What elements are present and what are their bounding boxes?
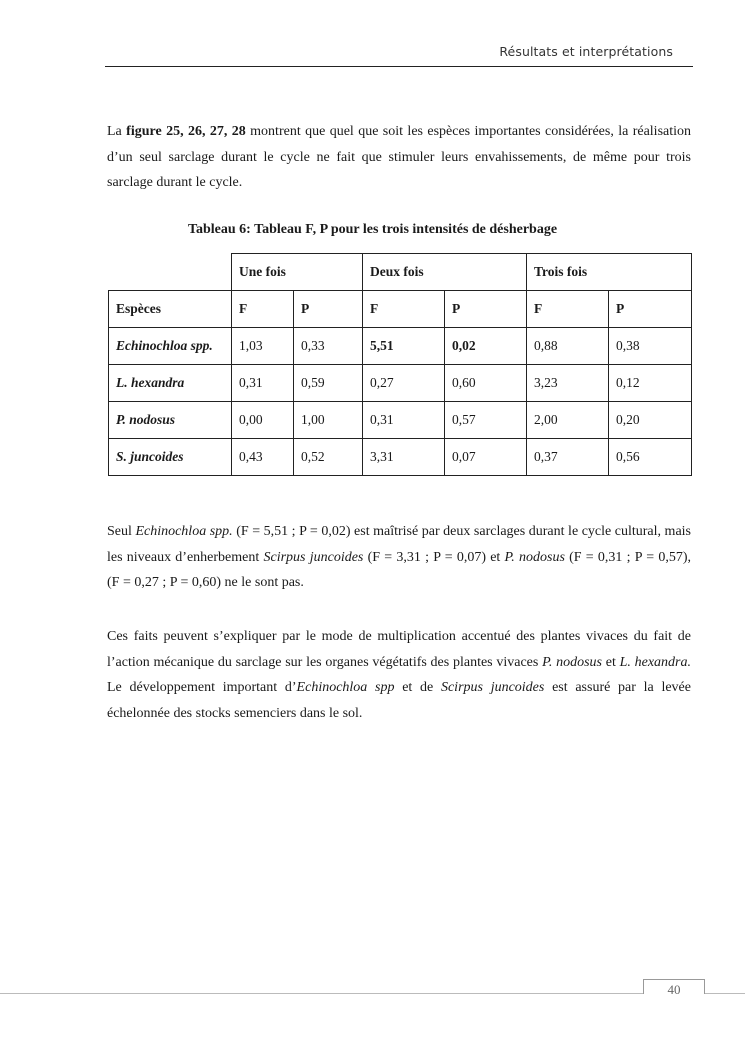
value-cell: 5,51 xyxy=(363,328,445,365)
value-cell: 0,27 xyxy=(363,365,445,402)
value-cell: 0,31 xyxy=(363,402,445,439)
sub-header-p: P xyxy=(445,291,527,328)
intro-text-2: montrent que quel que soit les espèces importantes considérées, la réalisation d’un seul sarclage durant le cycle ne fait que stimuler leurs envahissements, de même pour trois sarclage durant le cycle. xyxy=(107,124,692,190)
table-row xyxy=(109,439,692,476)
table-sub-header-row xyxy=(109,291,692,328)
value-cell: 0,52 xyxy=(294,439,363,476)
analysis-text-3: (F = 3,31 ; P = 0,07) et xyxy=(363,549,505,565)
value-cell: 0,56 xyxy=(609,439,692,476)
explanation-text-1: Ces faits peuvent s’expliquer par le mode de multiplication accentué des plantes vivaces du fait de l’action mécanique du sarclage sur les organes végétatifs des plantes vivaces xyxy=(107,629,691,670)
species-name: Scirpus juncoides xyxy=(440,680,545,695)
table-caption: Tableau 6: Tableau F, P pour les trois intensités de désherbage xyxy=(187,222,558,237)
explanation-text-2: et xyxy=(601,654,620,670)
value-cell: 0,12 xyxy=(609,365,692,402)
explanation-paragraph xyxy=(107,624,691,726)
value-cell: 0,31 xyxy=(232,365,294,402)
explanation-text-4: et de xyxy=(394,680,441,695)
analysis-text-1: Seul xyxy=(107,524,136,539)
species-name: P. nodosus xyxy=(504,549,565,565)
value-cell: 0,02 xyxy=(445,328,527,365)
value-cell: 2,00 xyxy=(527,402,609,439)
running-header: Résultats et interprétations xyxy=(499,44,673,59)
value-cell: 0,59 xyxy=(294,365,363,402)
explanation-text-3: Le développement important d’ xyxy=(107,680,297,695)
results-table xyxy=(108,253,692,476)
species-column-header: Espèces xyxy=(109,291,232,328)
group-header-une-fois: Une fois xyxy=(232,254,363,291)
value-cell: 0,07 xyxy=(445,439,527,476)
value-cell: 3,31 xyxy=(363,439,445,476)
species-cell: S. juncoides xyxy=(109,439,232,476)
analysis-text-2: (F = 5,51 ; P = 0,02) est maîtrisé par deux sarclages durant le cycle cultural, mais les niveaux d’enherbement xyxy=(107,524,692,565)
value-cell: 0,43 xyxy=(232,439,294,476)
table-corner-cell xyxy=(109,254,232,291)
intro-text-1: La xyxy=(107,124,127,139)
value-cell: 0,37 xyxy=(527,439,609,476)
value-cell: 0,38 xyxy=(609,328,692,365)
species-name: Echinochloa spp. xyxy=(135,524,233,539)
species-name: Echinochloa spp xyxy=(296,680,395,695)
explanation-text-5: est assuré par la levée échelonnée des stocks semenciers dans le sol. xyxy=(107,680,691,721)
sub-header-f: F xyxy=(527,291,609,328)
value-cell: 0,33 xyxy=(294,328,363,365)
species-cell: Echinochloa spp. xyxy=(109,328,232,365)
species-name: Scirpus juncoides xyxy=(263,549,364,565)
table-row xyxy=(109,402,692,439)
species-cell: L. hexandra xyxy=(109,365,232,402)
group-header-deux-fois: Deux fois xyxy=(363,254,527,291)
sub-header-f: F xyxy=(363,291,445,328)
species-name: L. hexandra. xyxy=(619,654,691,670)
group-header-trois-fois: Trois fois xyxy=(527,254,692,291)
page-number: 40 xyxy=(667,982,681,997)
sub-header-p: P xyxy=(294,291,363,328)
analysis-text-4: (F = 0,31 ; P = 0,57), (F = 0,27 ; P = 0,60) ne le sont pas. xyxy=(107,549,692,590)
intro-paragraph xyxy=(107,119,691,196)
header-rule xyxy=(105,66,693,67)
table-row xyxy=(109,328,692,365)
species-cell: P. nodosus xyxy=(109,402,232,439)
value-cell: 1,00 xyxy=(294,402,363,439)
analysis-paragraph xyxy=(107,519,691,596)
table-row xyxy=(109,365,692,402)
value-cell: 0,88 xyxy=(527,328,609,365)
sub-header-p: P xyxy=(609,291,692,328)
species-name: P. nodosus xyxy=(542,654,602,670)
value-cell: 3,23 xyxy=(527,365,609,402)
table-group-header-row xyxy=(109,254,692,291)
footer-rule xyxy=(0,993,745,994)
value-cell: 1,03 xyxy=(232,328,294,365)
value-cell: 0,00 xyxy=(232,402,294,439)
value-cell: 0,20 xyxy=(609,402,692,439)
value-cell: 0,60 xyxy=(445,365,527,402)
figure-reference: figure 25, 26, 27, 28 xyxy=(126,124,246,139)
sub-header-f: F xyxy=(232,291,294,328)
value-cell: 0,57 xyxy=(445,402,527,439)
